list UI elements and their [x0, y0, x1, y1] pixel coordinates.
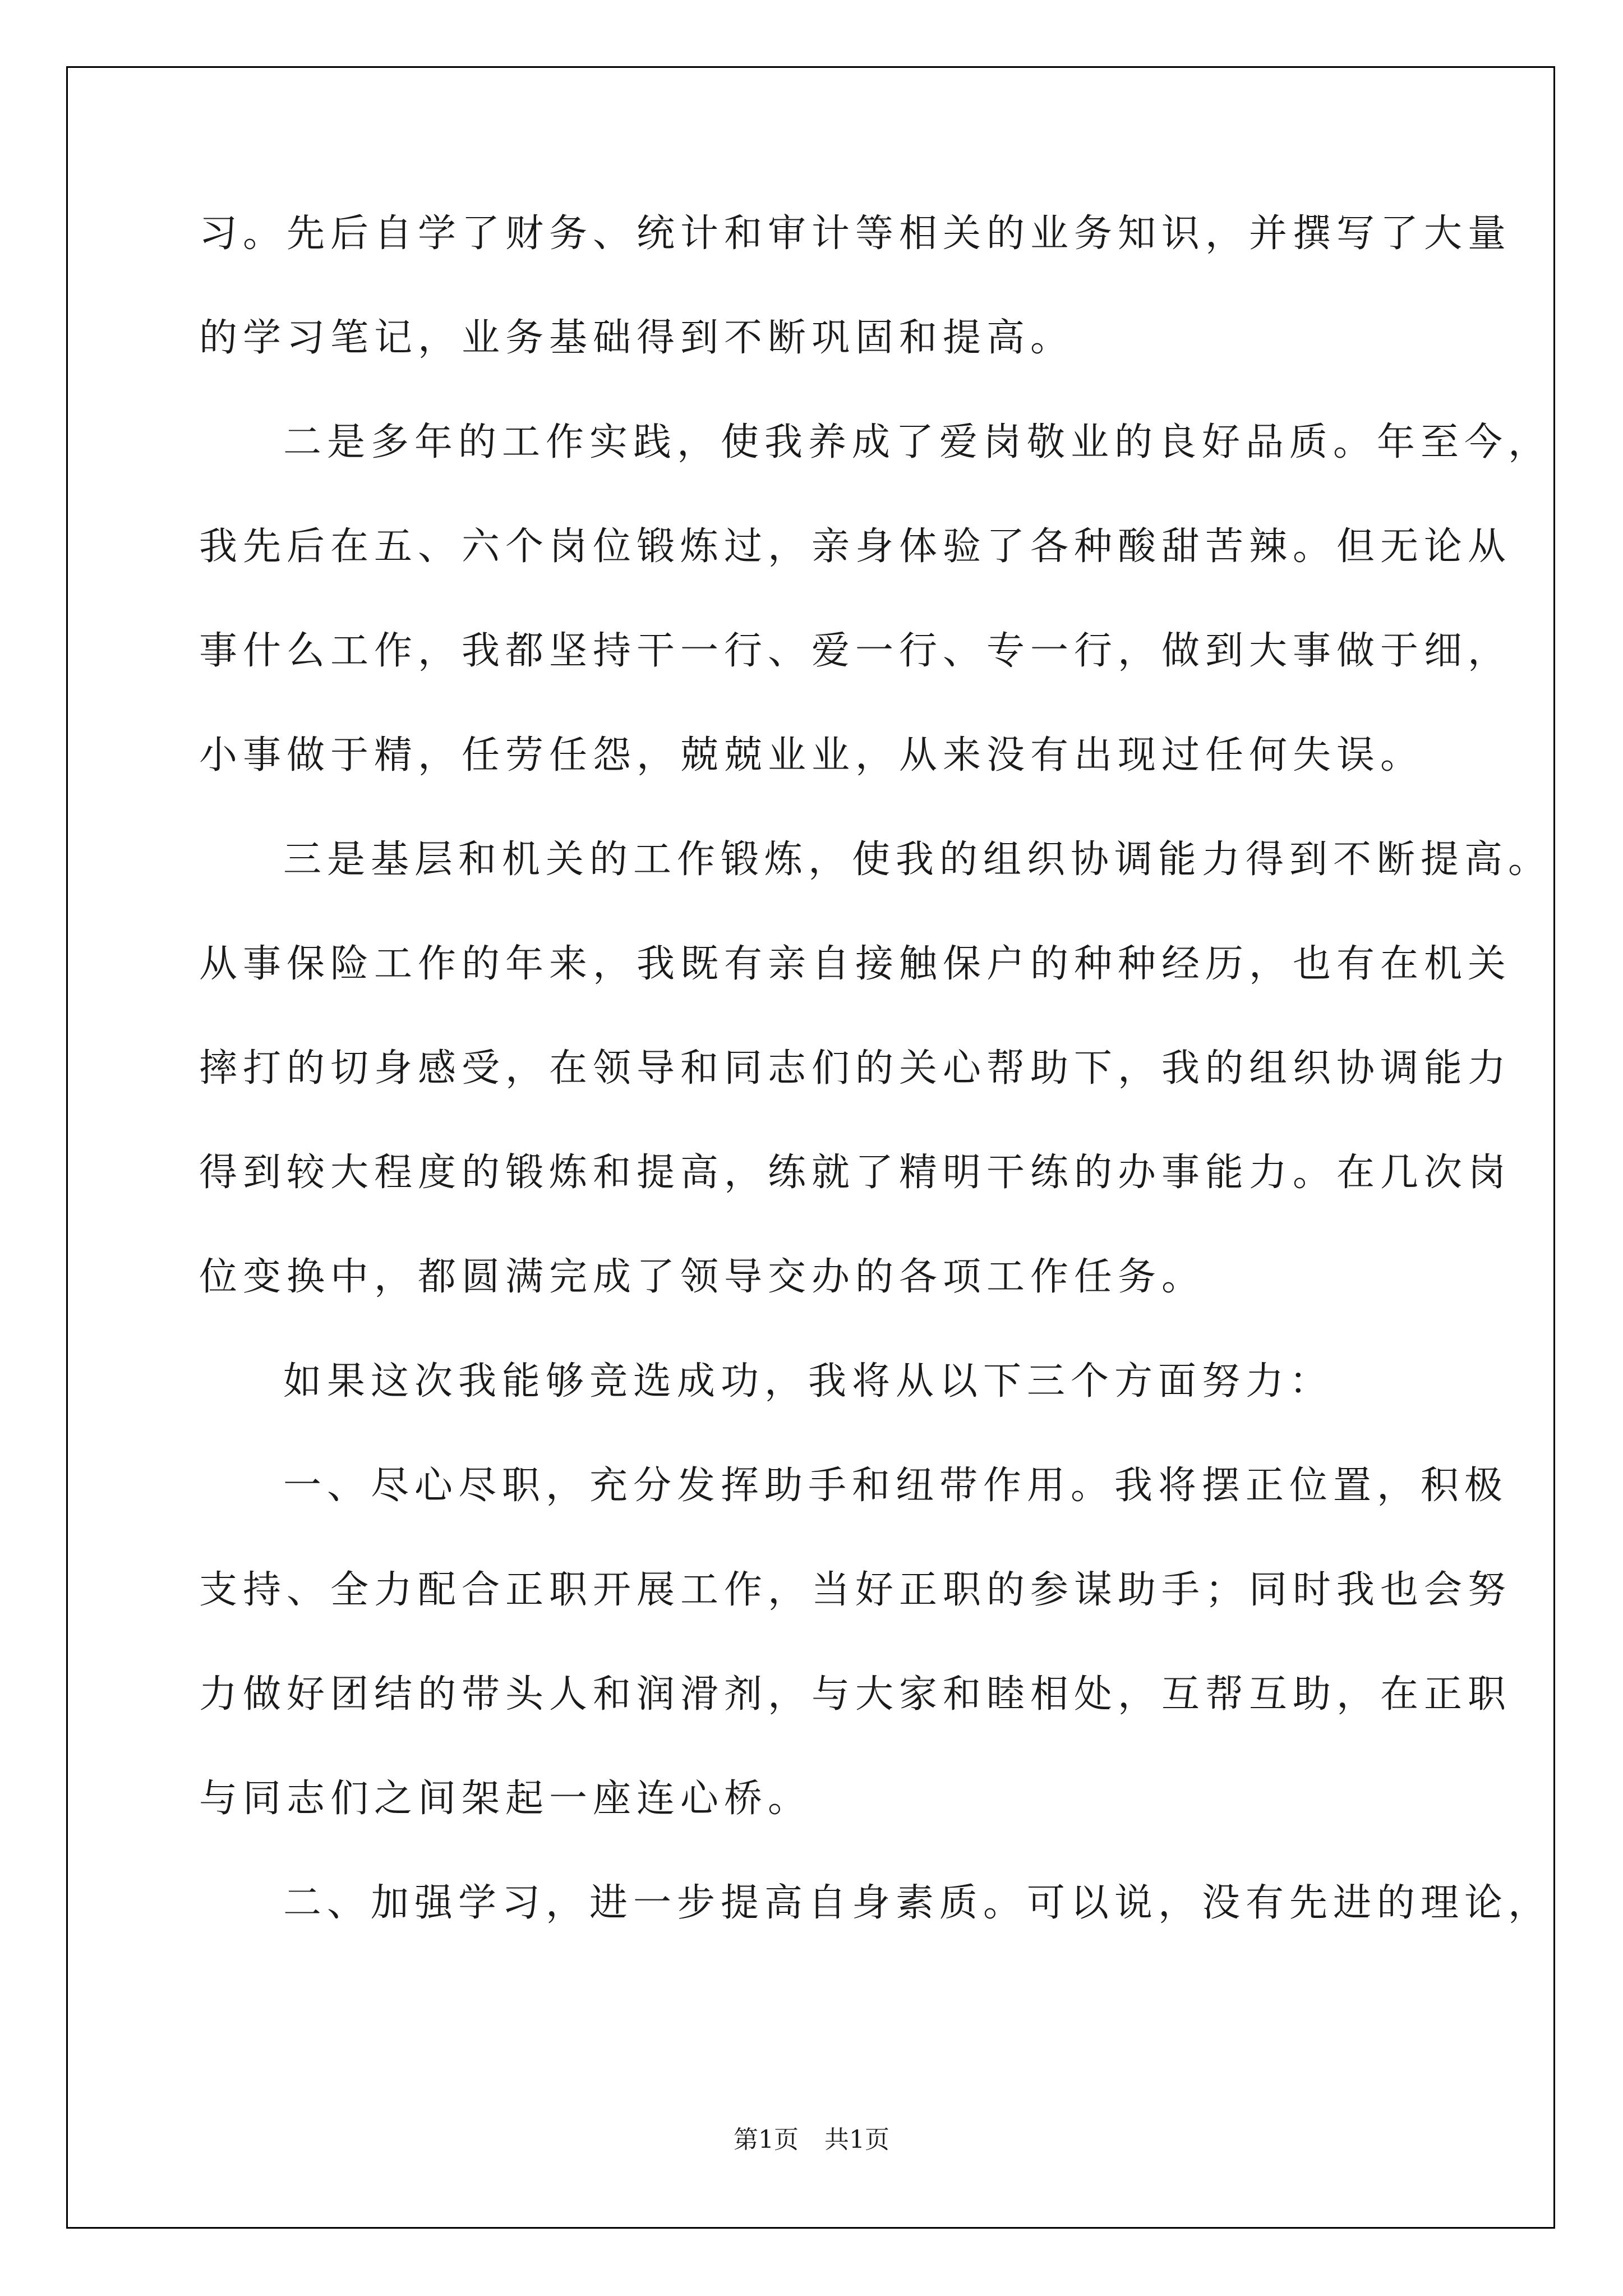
page-footer — [0, 2123, 1623, 2157]
text-line-8: 从事保险工作的年来，我既有亲自接触保户的种种经历，也有在机关 — [199, 942, 1512, 986]
text-line-16: 与同志们之间架起一座连心桥。 — [199, 1777, 812, 1821]
text-line-1: 习。先后自学了财务、统计和审计等相关的业务知识，并撰写了大量 — [199, 211, 1512, 256]
text-line-7: 三是基层和机关的工作锻炼，使我的组织协调能力得到不断提高。 — [283, 838, 1552, 882]
page-number-current: 第1页 — [734, 2125, 799, 2154]
text-line-11: 位变换中，都圆满完成了领导交办的各项工作任务。 — [199, 1255, 1206, 1299]
text-line-3: 二是多年的工作实践，使我养成了爱岗敬业的良好品质。年至今， — [283, 420, 1552, 464]
page-number-total: 共1页 — [824, 2125, 889, 2154]
text-line-10: 得到较大程度的锻炼和提高，练就了精明干练的办事能力。在几次岗 — [199, 1151, 1512, 1195]
text-line-12: 如果这次我能够竞选成功，我将从以下三个方面努力： — [283, 1359, 1334, 1404]
text-line-2: 的学习笔记，业务基础得到不断巩固和提高。 — [199, 316, 1075, 360]
text-line-13: 一、尽心尽职，充分发挥助手和纽带作用。我将摆正位置，积极 — [283, 1464, 1509, 1508]
document-body — [199, 208, 1552, 1981]
text-line-6: 小事做于精，任劳任怨，兢兢业业，从来没有出现过任何失误。 — [199, 733, 1424, 777]
text-line-5: 事什么工作，我都坚持干一行、爱一行、专一行，做到大事做于细， — [199, 629, 1512, 673]
text-line-15: 力做好团结的带头人和润滑剂，与大家和睦相处，互帮互助，在正职 — [199, 1672, 1512, 1717]
text-line-17: 二、加强学习，进一步提高自身素质。可以说，没有先进的理论， — [283, 1881, 1552, 1925]
text-line-9: 摔打的切身感受，在领导和同志们的关心帮助下，我的组织协调能力 — [199, 1046, 1512, 1091]
text-line-4: 我先后在五、六个岗位锻炼过，亲身体验了各种酸甜苦辣。但无论从 — [199, 524, 1512, 569]
text-line-14: 支持、全力配合正职开展工作，当好正职的参谋助手；同时我也会努 — [199, 1568, 1512, 1612]
